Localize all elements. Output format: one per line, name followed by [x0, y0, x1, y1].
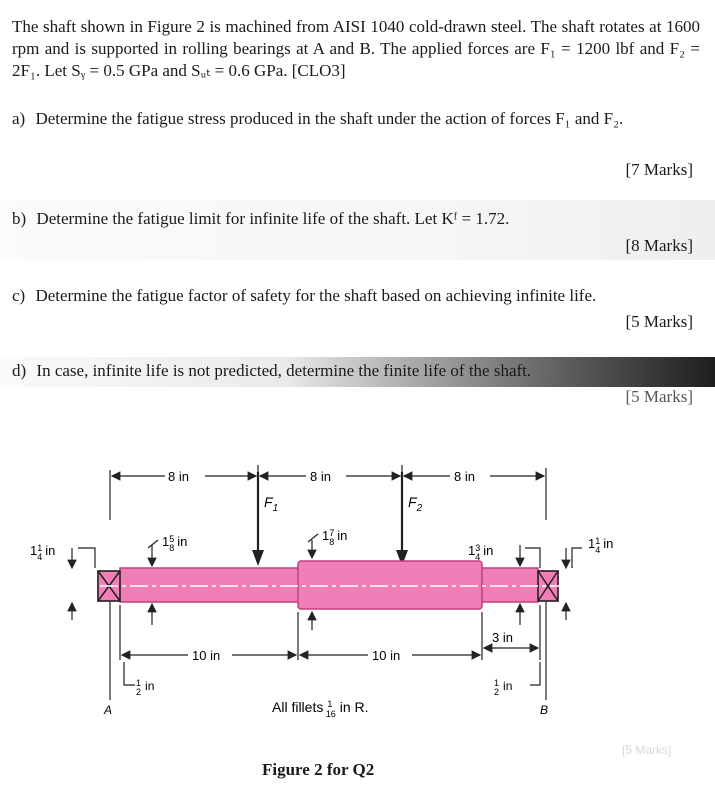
faint-marks-text: [5 Marks]: [622, 743, 672, 757]
dia-label-right: $1^1$ 4 in: [588, 536, 614, 555]
dim-10in-1: 10 in: [192, 648, 221, 663]
part-b-text: Determine the fatigue limit for infinite life of the shaft. Let Kᶠ = 1.72.: [36, 209, 510, 228]
part-c-label: c): [12, 286, 26, 305]
dim-8in-3: 8 in: [454, 469, 475, 484]
support-b-label: B: [540, 703, 549, 717]
force-f1-label: $F_1$: [264, 494, 279, 514]
part-a: [12, 108, 702, 130]
figure-caption: Figure 2 for Q2: [262, 760, 375, 779]
bottom-extension-lines: [110, 602, 546, 700]
diameter-labels: [30, 528, 613, 562]
dia-label-1-3-4: $1^3$ 4 in: [468, 543, 494, 562]
part-c-marks: [5 Marks]: [625, 312, 693, 331]
fillet-note: All fillets $^1$ 16 in R.: [272, 699, 369, 719]
force-f2-label: $F_2$: [408, 494, 423, 514]
dia-label-left: $1^1$ 4 in: [30, 543, 56, 562]
dim-half-in-left: $^1$ 2 in: [136, 678, 155, 697]
part-a-text: Determine the fatigue stress produced in the shaft under the action of forces F₁ and F₂.: [35, 109, 624, 128]
dim-8in-1: 8 in: [168, 469, 189, 484]
shaft-body: [98, 561, 558, 609]
dim-10in-2: 10 in: [372, 648, 401, 663]
part-d-text: In case, infinite life is not predicted, determine the finite life of the shaft.: [36, 361, 532, 380]
part-b: [12, 208, 702, 230]
part-d-marks: [5 Marks]: [625, 387, 693, 406]
bottom-dimension-lines: [122, 648, 538, 655]
part-d: [12, 360, 702, 382]
support-a-label: A: [104, 703, 113, 717]
force-f1-arrowhead: [252, 550, 264, 566]
dia-label-1-5-8: $1^5$ 8 in: [162, 534, 188, 553]
shaft-figure: [0, 395, 715, 787]
part-b-marks: [8 Marks]: [625, 236, 693, 255]
dim-3in: 3 in: [492, 630, 513, 645]
part-d-label: d): [12, 361, 27, 380]
part-a-marks: [7 Marks]: [625, 160, 693, 179]
part-c-text: Determine the fatigue factor of safety for the shaft based on achieving infinite life.: [35, 286, 597, 305]
dia-label-1-7-8: $1^7$ 8 in: [322, 528, 348, 547]
part-b-label: b): [12, 209, 27, 228]
dim-8in-2: 8 in: [310, 469, 331, 484]
dim-half-in-right: $^1$ 2 in: [494, 678, 513, 697]
part-a-label: a): [12, 109, 26, 128]
part-c: [12, 285, 702, 307]
half-inch-leaders: [124, 662, 540, 685]
problem-intro: The shaft shown in Figure 2 is machined from AISI 1040 cold-drawn steel. The shaft rotates at 1600 rpm and is supported in rolling bearings at A and B. The applied forces are F₁ = 1200 lbf and F₂ = 2F₁. Let Sᵧ = 0.5 GPa and Sᵤₜ = 0.6 GPa. [CLO3]: [12, 17, 700, 80]
